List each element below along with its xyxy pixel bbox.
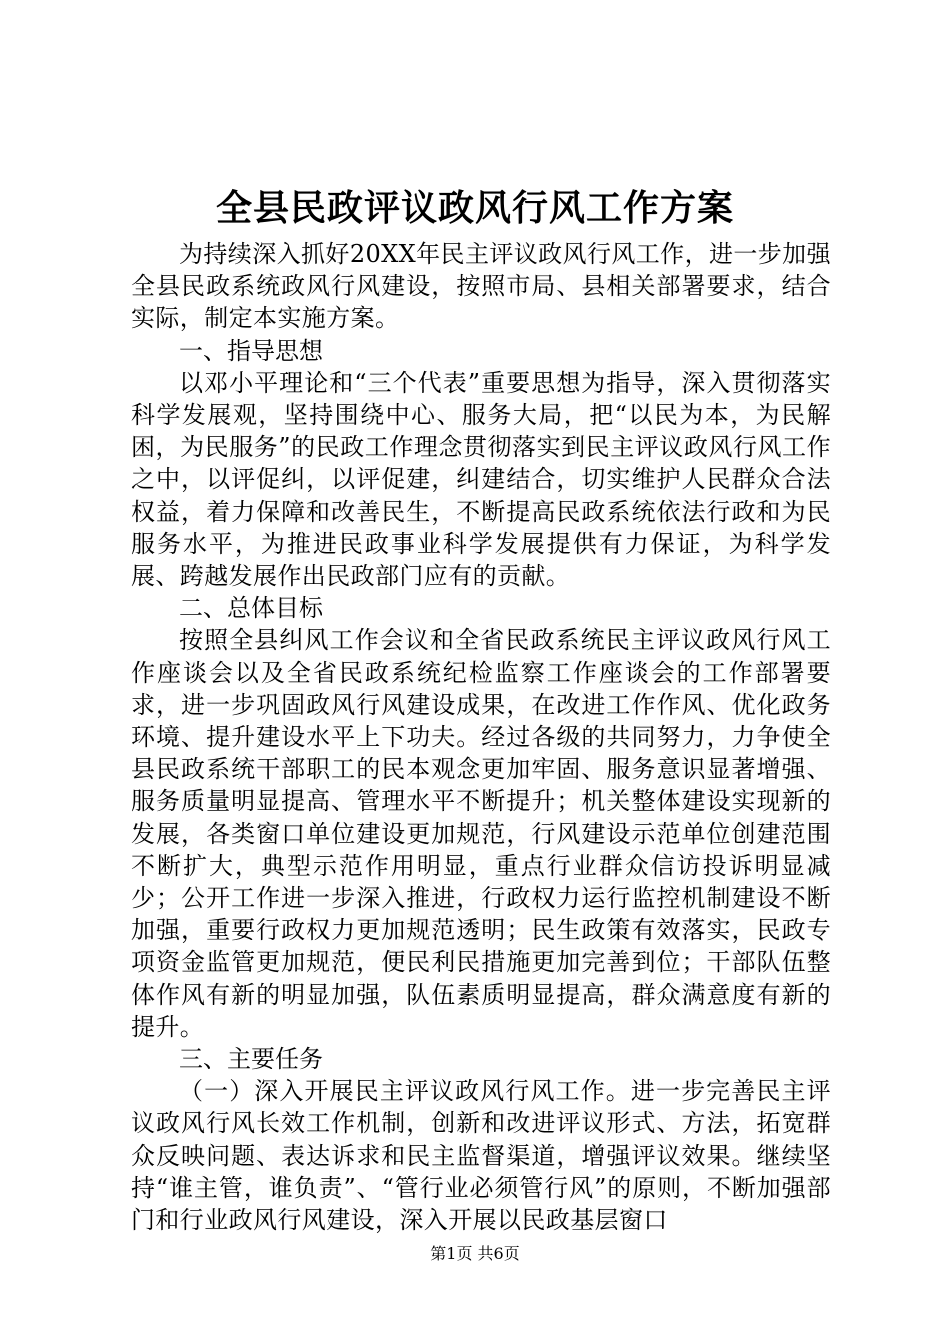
intro-paragraph: 为持续深入抓好20XX年民主评议政风行风工作，进一步加强全县民政系统政风行风建设，按照市局、县相关部署要求，结合实际，制定本实施方案。 — [131, 240, 831, 333]
section-heading-guiding-ideology: 一、指导思想 — [179, 336, 323, 365]
section-heading-main-tasks: 三、主要任务 — [179, 1045, 323, 1074]
document-title: 全县民政评议政风行风工作方案 — [215, 187, 734, 229]
page-footer: 第1页 共6页 — [430, 1244, 520, 1263]
section-paragraph-guiding-ideology: 以邓小平理论和“三个代表”重要思想为指导，深入贯彻落实科学发展观，坚持围绕中心、服务大局，把“以民为本，为民解困，为民服务”的民政工作理念贯彻落实到民主评议政风行风工作之中，以评促纠，以评促建，纠建结合，切实维护人民群众合法权益，着力保障和改善民生，不断提高民政系统依法行政和为民服务水平，为推进民政事业科学发展提供有力保证，为科学发展、跨越发展作出民政部门应有的贡献。 — [131, 368, 831, 591]
section-paragraph-overall-goals: 按照全县纠风工作会议和全省民政系统民主评议政风行风工作座谈会以及全省民政系统纪检监察工作座谈会的工作部署要求，进一步巩固政风行风建设成果，在改进工作作风、优化政务环境、提升建设水平上下功夫。经过各级的共同努力，力争使全县民政系统干部职工的民本观念更加牢固、服务意识显著增强、服务质量明显提高、管理水平不断提升；机关整体建设实现新的发展，各类窗口单位建设更加规范，行风建设示范单位创建范围不断扩大，典型示范作用明显，重点行业群众信访投诉明显减少；公开工作进一步深入推进，行政权力运行监控机制建设不断加强，重要行政权力更加规范透明；民生政策有效落实，民政专项资金监管更加规范，便民利民措施更加完善到位；干部队伍整体作风有新的明显加强，队伍素质明显提高，群众满意度有新的提升。 — [131, 626, 831, 1041]
section-paragraph-main-tasks: （一）深入开展民主评议政风行风工作。进一步完善民主评议政风行风长效工作机制，创新和改进评议形式、方法，拓宽群众反映问题、表达诉求和民主监督渠道，增强评议效果。继续坚持“谁主管，谁负责”、“管行业必须管行风”的原则，不断加强部门和行业政风行风建设，深入开展以民政基层窗口 — [131, 1077, 831, 1235]
document-body — [131, 238, 831, 1236]
section-heading-overall-goals: 二、总体目标 — [179, 594, 323, 623]
